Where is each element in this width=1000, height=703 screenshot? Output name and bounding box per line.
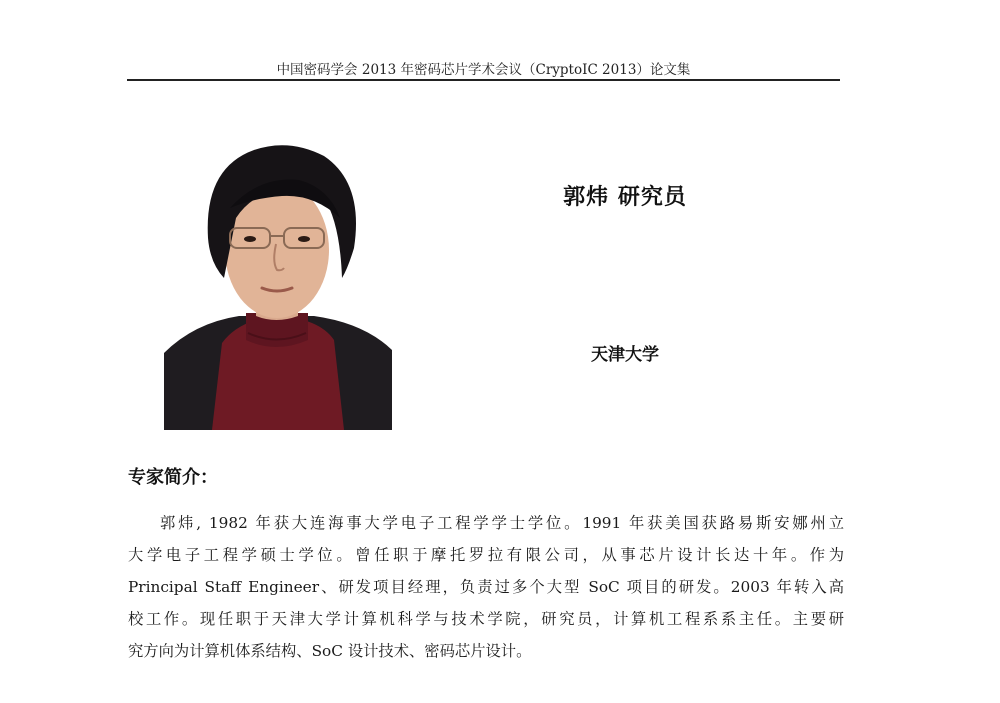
expert-name-title: 郭炜 研究员 [563, 185, 687, 210]
bio-line: 郭炜, 1982 年获大连海事大学电子工程学学士学位。1991 年获美国获路易斯安娜州立 [160, 514, 844, 532]
bio-line: 究方向为计算机体系结构、SoC 设计技术、密码芯片设计。 [128, 642, 532, 660]
bio-heading: 专家简介： [128, 467, 218, 488]
affiliation: 天津大学 [591, 345, 659, 365]
bio-paragraph [128, 507, 844, 667]
portrait-photo [164, 128, 392, 430]
bio-line: 大学电子工程学硕士学位。曾任职于摩托罗拉有限公司，从事芯片设计长达十年。作为 [128, 546, 844, 564]
header-rule [127, 79, 840, 81]
running-header: 中国密码学会 2013 年密码芯片学术会议（CryptoIC 2013）论文集 [276, 62, 691, 78]
bio-line: 校工作。现任职于天津大学计算机科学与技术学院，研究员，计算机工程系系主任。主要研 [128, 610, 844, 628]
bio-line: Principal Staff Engineer、研发项目经理，负责过多个大型 SoC 项目的研发。2003 年转入高 [128, 578, 844, 596]
